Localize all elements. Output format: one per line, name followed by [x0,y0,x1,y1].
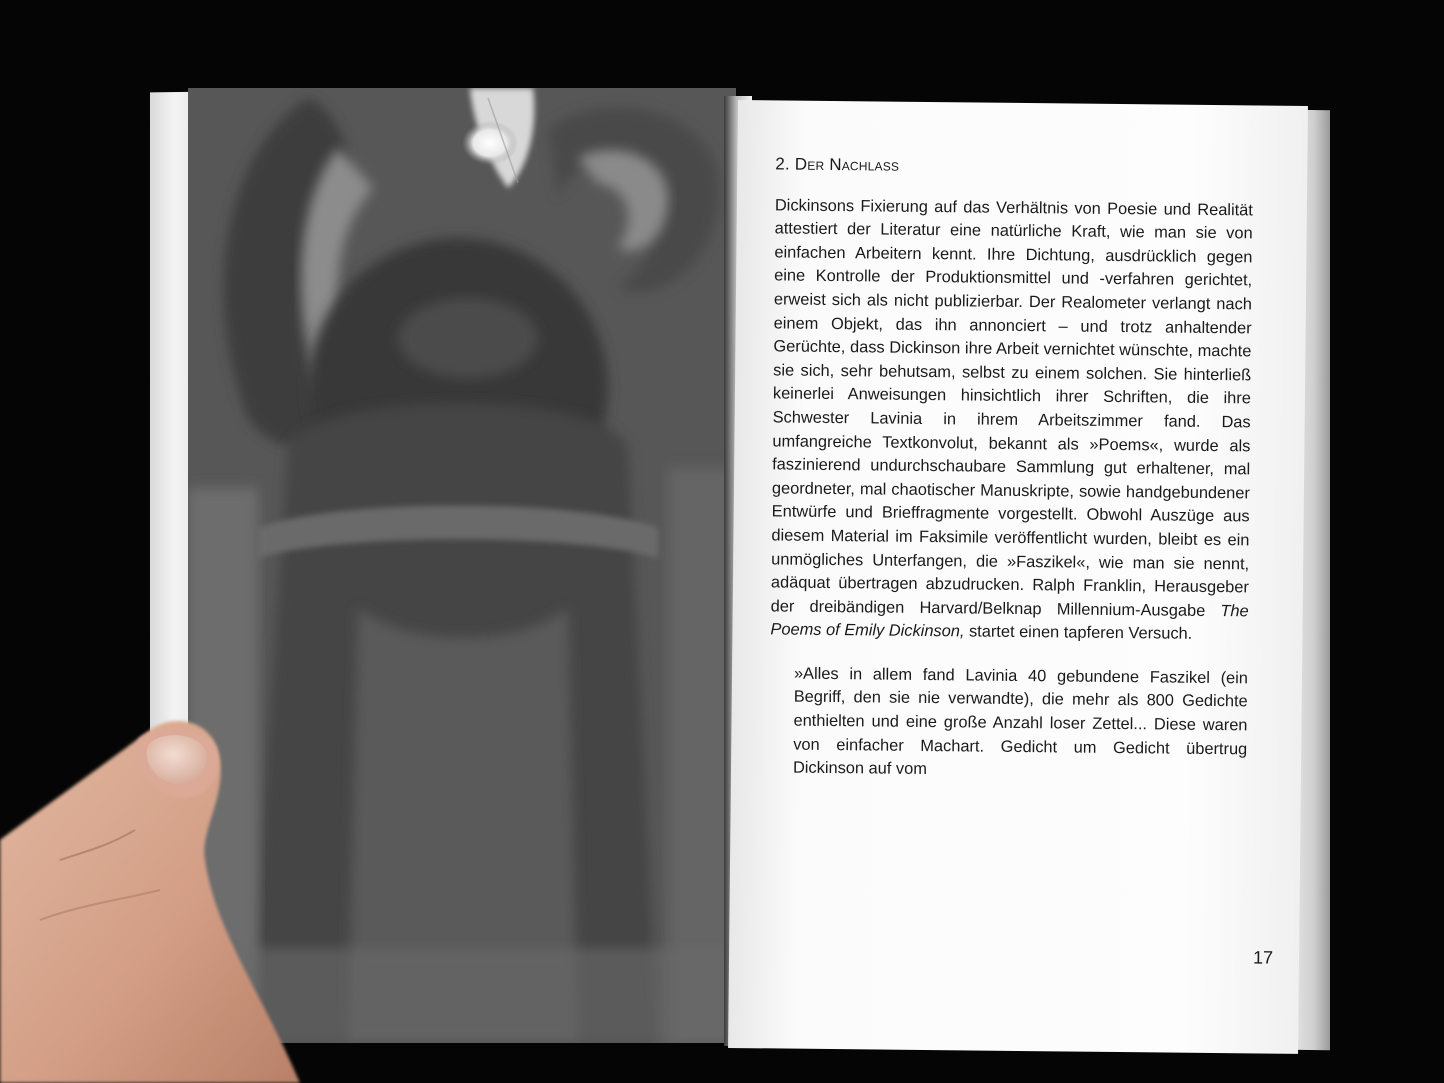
paragraph-text-end: startet einen tapferen Versuch. [968,622,1193,644]
page-number: 17 [1252,947,1274,968]
paragraph-text: Dickinsons Fixierung auf das Verhältnis von Poesie und Realität attestiert der Literatur eine natürliche Kraft, wie man sie von einfachen Arbeitern kennt. Ihre Dichtung, ausdrücklich gegen eine Kontrolle der Produktionsmittel und -verfahren gerichtet, erweist sich als nicht publizierbar. Der Realometer verlangt nach einem Objekt, das ihn annonciert – und trotz anhaltender Gerüchte, dass Dickinson ihre Arbeit vernichtet wünschte, machte sie sich, sehr behutsam, selbst zu einem solchen. Sie hinterließ keinerlei Anweisungen hinsichtlich ihrer Schriften, die ihre Schwester Lavinia in ihrem Arbeitszimmer fand. Das umfangreiche Textkonvolut, bekannt als »Poems«, wurde als faszinierend undurchschaubare Sammlung gut erhaltener, mal geordneter, mal chaotischer Manuskripte, sowie handgebundener Entwürfe und Brieffragmente vorgestellt. Obwohl Auszüge aus diesem Material im Faksimile veröffentlicht wurden, bleibt es ein unmögliches Unterfangen, die »Faszikel«, wie man sie nennt, adäquat übertragen abzudrucken. Ralph Franklin, Herausgeber der dreibändigen Harvard/Belknap Millennium-Ausgabe [770,195,1253,620]
chapter-heading: 2. Der Nachlass [775,154,900,175]
quote-paragraph: »Alles in allem fand Lavinia 40 gebundene Faszikel (ein Begriff, den sie nie verwandte), die mehr als 800 Gedichte enthielten und eine große Anzahl loser Zettel... Diese waren von einfacher Machart. Gedicht um Gedicht übertrug Dickinson auf vom [792,664,1249,779]
book-title-italic: The Poems of Emily Dickinson, [770,601,1249,641]
